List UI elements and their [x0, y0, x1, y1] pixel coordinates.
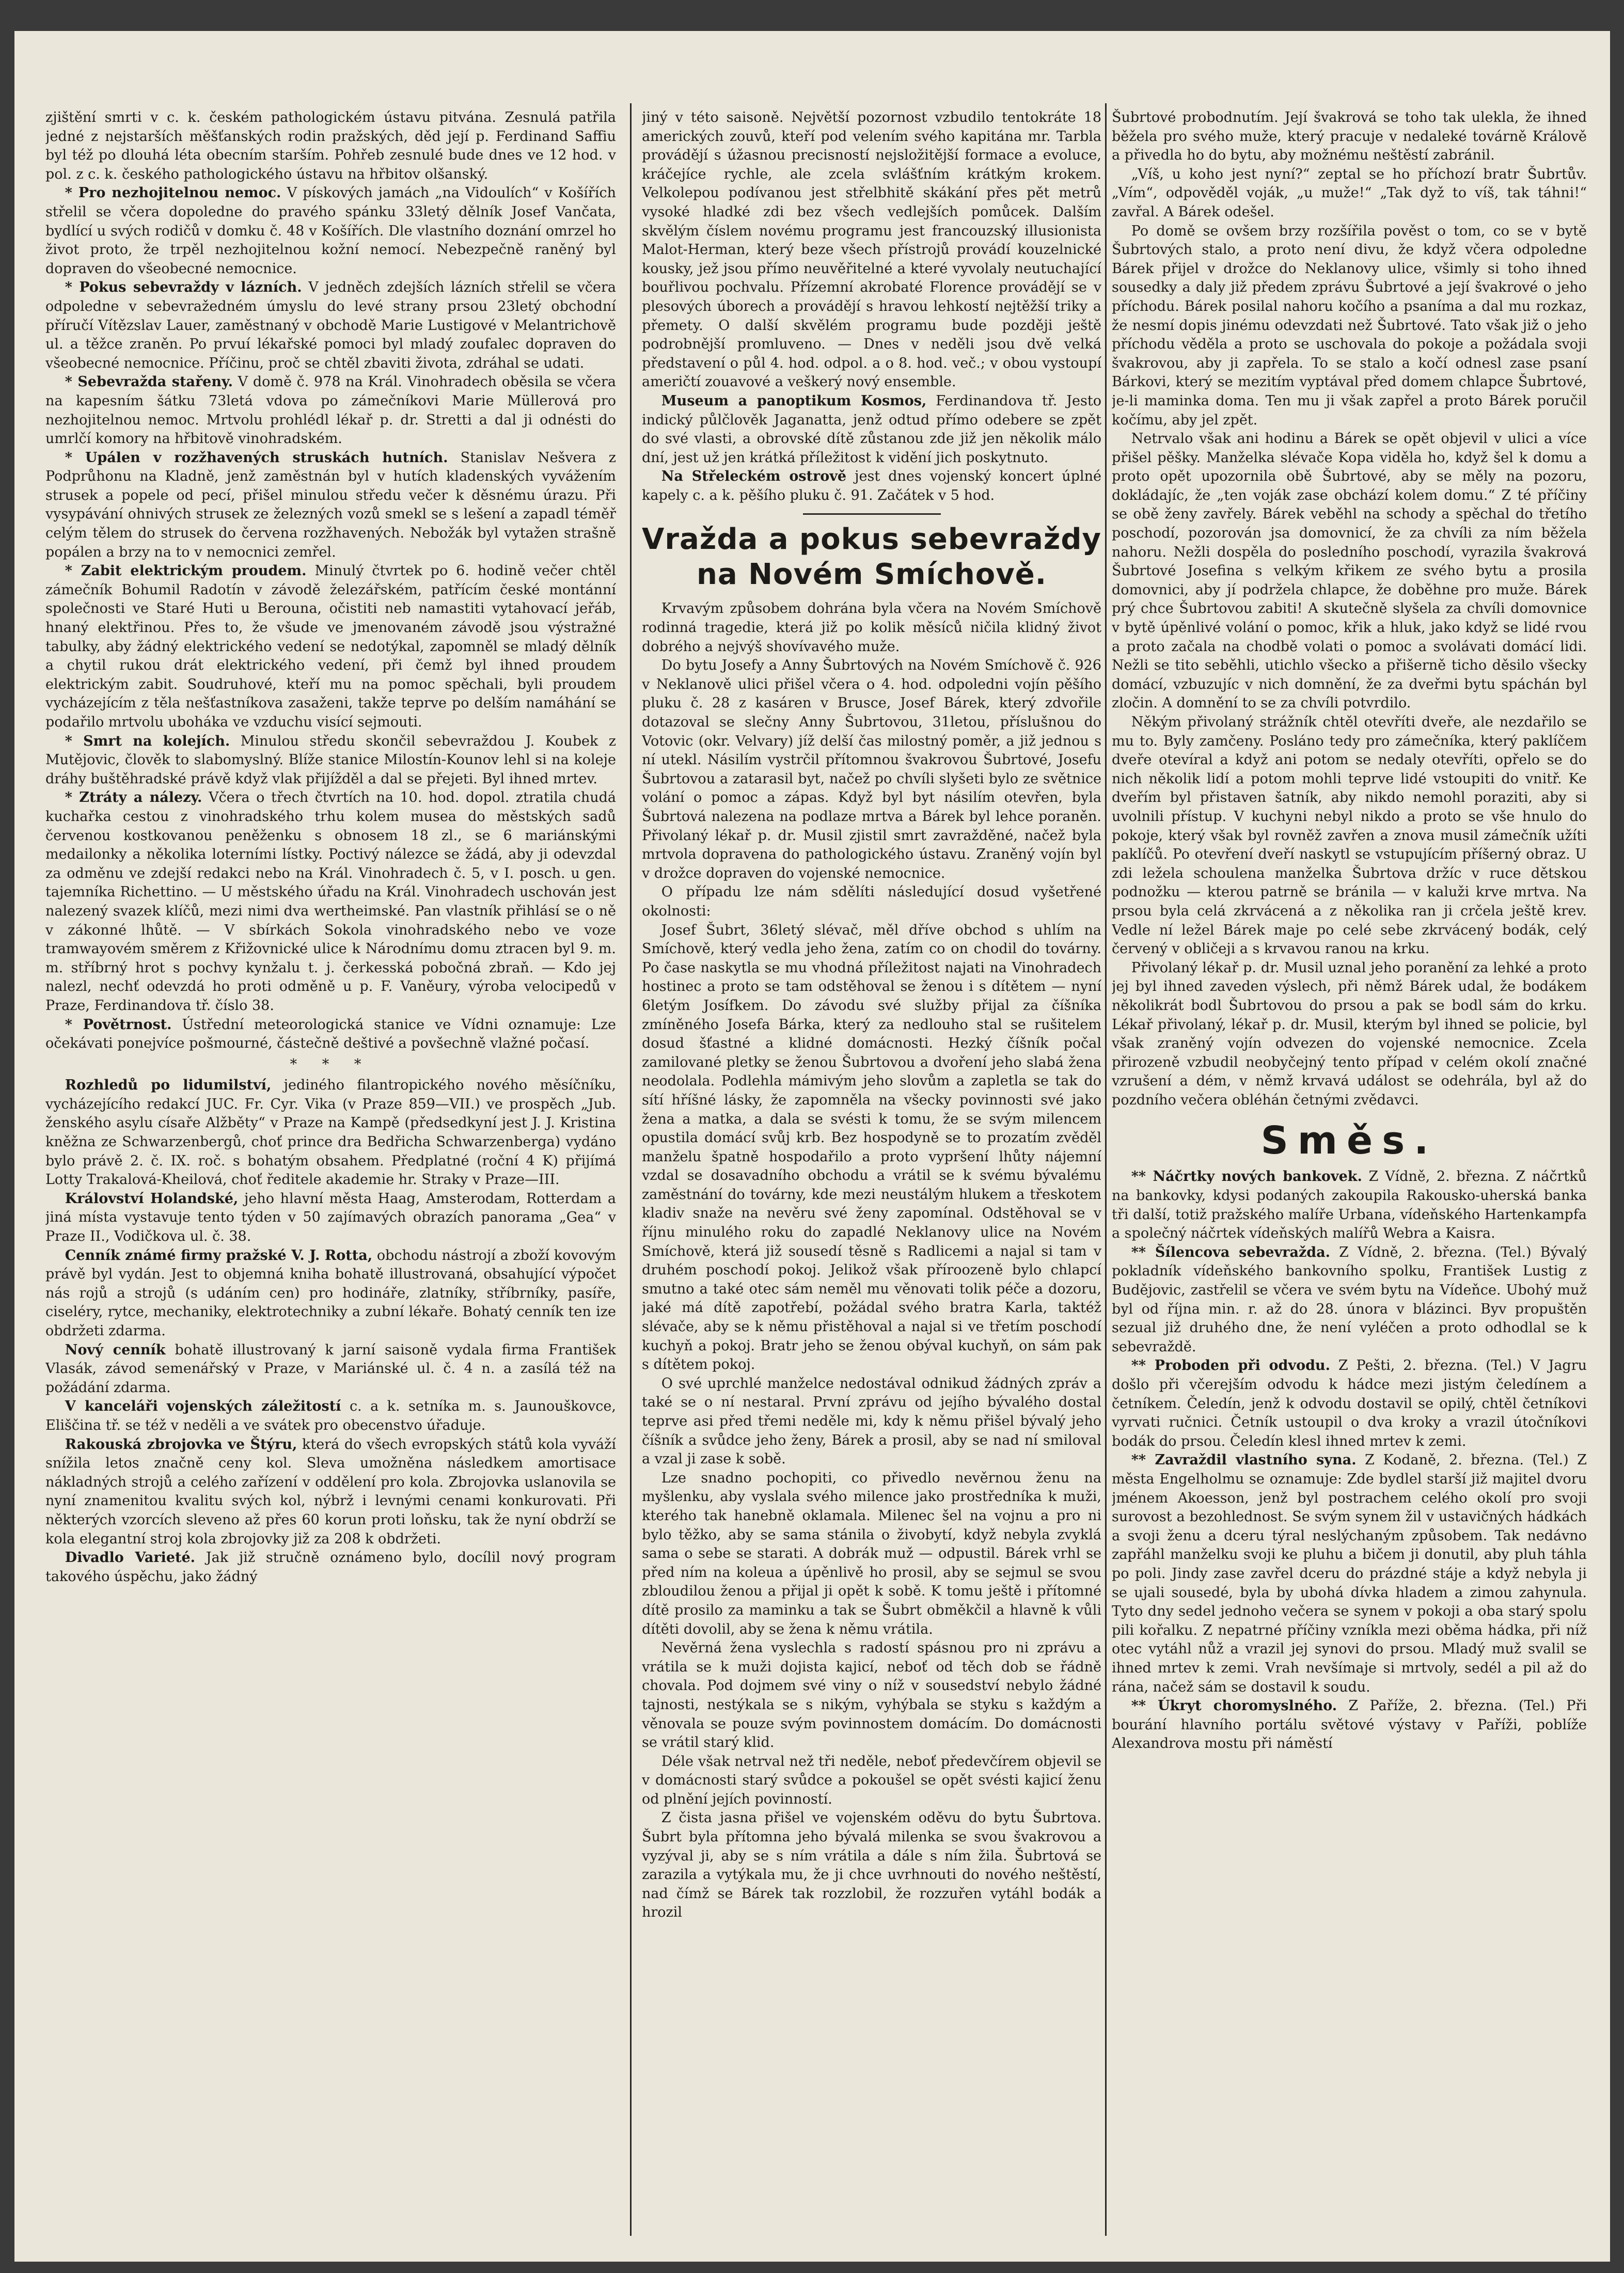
- news-item-heading: * Pro nezhojitelnou nemoc.: [65, 185, 281, 201]
- article-paragraph: Lze snadno pochopiti, co přivedlo nevěrnou ženu na myšlenku, aby vyslala svého milence jako prostředníka k muži, kterého tak hanebně oklamala. Milenec šel na vojnu a pro ni bylo těžko, aby se sama stánila o živobytí, když nebyla zvyklá sama o sebe se starati. A dobrák muž — odpustil. Bárek vrhl se před ním na koleua a úpěnlivě ho prosil, aby se sejmul se svou zbloudilou ženou a přijal ji opět k sobě. K tomu ještě i přítomné dítě prosilo za maminku a tak se Šubrt obměkčil a hlavně k vůli dítěti dovolil, aby se žena k němu vrátila.: [642, 1470, 1101, 1637]
- notice-item: Na Střeleckém ostrově jest dnes vojenský koncert úplné kapely c. a k. pěšího pluku č. 91. Začátek v 5 hod.: [642, 468, 1101, 503]
- news-item: ** Zavraždil vlastního syna. Z Kodaně, 2. března. (Tel.) Z města Engelholmu se oznamuje: Zde bydlel starší již majitel dvoru jménem Akoesson, jenž byl postrachem celého okolí pro svoji surovost a bezohlednost. Se svým synem žil v ustavičných hádkách a svoji ženu a dceru týral neslýchaným způsobem. Tak nedávno zapřáhl manželku svoji ke pluhu a bičem ji donutil, aby pluh táhla po poli. Jindy zase zavřel dceru do prázdné stáje a když nebyla ji se ujali sousedé, byla by ubohá dívka hladem a zimou zahynula. Tyto dny sedel jednoho večera se synem v pokoji a oba starý spolu pili kořalku. Z nepatrné příčiny vzníkla mezi oběma hádka, při níž otec vytáhl nůž a vrazil jej synovi do prsou. Mladý muž svalil se ihned mrtev k zemi. Vrah nevšímaje si mrtvoly, sedél a pil až do rána, načež sám se dostavil k soudu.: [1112, 1452, 1587, 1695]
- notice-heading: Divadlo Varieté.: [65, 1550, 196, 1566]
- notice-heading: Království Holandské,: [65, 1190, 239, 1207]
- news-item-heading: * Zabit elektrickým proudem.: [65, 563, 307, 579]
- column-left: [45, 108, 616, 2231]
- article-paragraph: Nevěrná žena vyslechla s radostí spásnou pro ni zprávu a vrátila se k muži dojista kajicí, neboť od těch dob se řádně chovala. Pod dojmem své viny o níž v sousedství nebylo žádné tajnosti, nestýkala se s nikým, vyhýbala se styku s každým a věnovala se pouze svým povinnostem domácím. Do domácnosti se vrátil starý klid.: [642, 1640, 1101, 1751]
- article-paragraph: O své uprchlé manželce nedostával odnikud žádných zpráv a také se o ní nestaral. První zprávu od jejího bývalého dostal teprve asi před třemi neděle mi, kdy k němu přišel bývalý jeho číšník a svůdce jeho ženy, Bárek a prosil, aby se nad ní smiloval a vzal ji zase k sobě.: [642, 1375, 1101, 1467]
- article-continuation: jiný v této saisoně. Největší pozornost vzbudilo tentokráte 18 amerických zouvů, kteří pod velením svého kapitána mr. Tarbla provádějí s úžasnou precisností nejsložitější formace a evoluce, kráčejíce rychle, ale zcela svlášťním krátkým krokem. Velkolepou podívanou jest střelbhitě skákání přes pět metrů vysoké hladké zdi bez všech vedlejších pomůcek. Dalším skvělým číslem novému programu jest francouzský illusionista Malot-Herman, který beze všech přístrojů provádí kouzelnické kousky, jež jsou přímo neuvěřitelné a které vyvolaly neutuchající bouřlivou pochvalu. Přízemní akrobaté Florence provádějí se v plesových úborech a provádějí s hravou lehkostí nejtěžší triky a přemety. O další skvělém programu bude později ještě podrobnější promluveno. — Dnes v neděli jsou dvě velká představení o půl 4. hod. odpol. a o 8. hod. več.; v obou vystoupí američtí zouavové a veškerý nový ensemble.: [642, 109, 1101, 390]
- divider-line: [803, 513, 941, 515]
- notice-heading: Na Střeleckém ostrově: [661, 468, 847, 485]
- news-item: ** Proboden při odvodu. Z Pešti, 2. března. (Tel.) V Jagru došlo při včerejším odvodu k hádce mezi jistým čeledínem a četníkem. Čeledín, jenž k odvodu dostavil se opilý, chtěl četníkovi vyrvati ručnici. Četník ustoupil o dva kroky a vrazil útočníkovi bodák do prsou. Čeledín klesl ihned mrtev k zemi.: [1112, 1358, 1587, 1449]
- news-item-heading: * Smrt na kolejích.: [65, 733, 230, 749]
- news-item: * Ztráty a nálezy. Včera o třech čtvrtích na 10. hod. dopol. ztratila chudá kuchařka cestou z vinohradského trhu kolem musea do městských sadů červenou kostkovanou peněženku s obnosem 18 zl., se 6 mariánskými medailonky a několika loterními lístky. Poctivý nálezce se žádá, aby ji odevzdal za odměnu ve zdejší redakci nebo na Král. Vinohradech č. 5, v I. posch. u gen. tajemníka Richettino. — U městského úřadu na Král. Vinohradech uschován jest nalezený svazek klíčů, mezi nimi dva wertheimské. Pan vlastník přihlásí se o ně v zákonné lhůtě. — V sbírkách Sokola vinohradského nebo ve voze tramwayovém směrem z Křižovnické ulice k Národnímu domu ztracen byl 9. m. m. stříbrný hrot s pochvy kynžalu t. j. čerkesská pobočná zbraň. — Kdo jej nalezl, nechť odevzdá ho proti odměně u p. F. Vaněury, výroba velocipedů v Praze, Ferdinandova tř. číslo 38.: [45, 790, 616, 1014]
- news-item: * Upálen v rozžhavených struskách hutních. Stanislav Nešvera z Podprůhonu na Kladně, jenž zaměstnán byl v hutích kladenských vyvážením strusek a popele od pecí, přišel minulou středu večer k děsnému úrazu. Při vysypávání ohnivých strusek ze železných vozů smekl se s lešení a zapadl téměř celým tělem do strusek do červena rozžhavených. Nebožák byl vytažen strašně popálen a brzy na to v nemocnici zemřel.: [45, 449, 616, 560]
- news-item-heading: ** Náčrtky nových bankovek.: [1131, 1169, 1362, 1185]
- notice-heading: Rakouská zbrojovka ve Štýru,: [65, 1436, 297, 1453]
- notice-item: Rakouská zbrojovka ve Štýru, která do všech evropských států kola vyváží snížila letos značně ceny kol. Sleva umožněna následkem amortisace nákladných strojů a celého zařízení v oddělení pro kola. Zbrojovka uslanovila se nyní znamenitou kvalitu svých kol, nýbrž i levnými cenami konkurovati. Při některých vzorcích sleveno až přes 60 korun proti loňsku, tak že nyní obdrží se kola elegantní stroj kola zbrojovky již za 208 k obdržeti.: [45, 1436, 616, 1547]
- news-item: * Smrt na kolejích. Minulou středu skončil sebevraždou J. Koubek z Mutějovic, člověk to slabomyslný. Blíže stanice Milostín-Kounov lehl si na koleje dráhy buštěhradské právě když vlak přijížděl a dal se přejeti. Byl ihned mrtev.: [45, 733, 616, 787]
- news-item-heading: ** Úkryt choromyslného.: [1131, 1698, 1337, 1714]
- notice-item: Divadlo Varieté. Jak již stručně oznámeno bylo, docílil nový program takového úspěchu, jako žádný: [45, 1550, 616, 1585]
- section-divider-stars: * * *: [290, 1056, 372, 1072]
- news-item: ** Úkryt choromyslného. Z Paříže, 2. března. (Tel.) Při bourání hlavního portálu světové výstavy v Paříži, poblíže Alexandrova mostu při náměstí: [1112, 1698, 1587, 1752]
- notice-item: Nový cenník bohatě illustrovaný k jarní saisoně vydala firma František Vlasák, závod semenářský v Praze, v Mariánské ul. č. 4 n. a zasílá též na požádání zdarma.: [45, 1341, 616, 1396]
- column-middle: [642, 108, 1101, 2231]
- notice-item: Rozhledů po lidumilství, jediného filantropického nového měsíčníku, vycházejícího redakcí JUC. Fr. Cyr. Vika (v Praze 859—VII.) ve prospěch „Jub. ženského asylu císaře Alžběty“ v Praze na Kampě (předsedkyní jest J. J. Kristina kněžna ze Schwarzenbergů, choť prince dra Bedřicha Schwarzenberga) vydáno bylo právě 2. č. IX. roč. s bohatým obsahem. Předplatné (roční 4 K) přijímá Lotty Trakalová-Kheilová, choť ředitele akademie hr. Straky v Praze—III.: [45, 1077, 616, 1188]
- section-heading-smes: Směs.: [1260, 1118, 1438, 1163]
- news-item-heading: ** Šílencova sebevražda.: [1131, 1244, 1331, 1260]
- news-item: * Zabit elektrickým proudem. Minulý čtvrtek po 6. hodině večer chtěl zámečník Bohumil Radotín v závodě železářském, patřícím české montánní společnosti ve Staré Huti u Berouna, očistiti neb namastiti vytahovací jeřáb, hnaný elektřinou. Přes to, že všude ve jmenovaném závodě jsou výstražné tabulky, aby žádný elektrického vedení se nedotýkal, zapomněl se mladý dělník a chytil rukou drát elektrického vedení, při čemž byl ihned proudem elektrickým zabit. Soudruhové, kteří mu na pomoc spěchali, byli proudem vycházejícím z těla nešťastníkova zasaženi, takže teprve po delším namáhání se podařilo mrtvolu uboháka ve vzduchu visící sejmouti.: [45, 563, 616, 730]
- article-paragraph: Někým přivolaný strážník chtěl otevříti dveře, ale nezdařilo se mu to. Byly zamčeny. Posláno tedy pro zámečníka, který paklíčem dveře otevíral a když ani potom se nedaly otevříti, opřelo se do nich několik lidí a potom mohli teprve lidé vstoupiti do vnitř. Ke dveřím byl přistaven šatník, aby nikdo nemohl poraziti, aby si uvolnili přístup. V kuchyni nebyl nikdo a proto se vše hnulo do pokoje, který však byl rovněž zavřen a znova musil zámečník užíti paklíčů. Po otevření dveří naskytl se vstupujícím příšerný obraz. U zdi ležela schoulena manželka Šubrtova držíc v ruce dětskou podnožku — kterou patrně se bránila — v kaluži krve mrtva. Na prsou byla celá zkrvácená a z několika ran ji crčela ještě krev. Vedle ní ležel Bárek maje po celé sebe zkrvácený bodák, celý červený v obličeji a s krvavou ranou na krku.: [1112, 714, 1587, 957]
- article-continuation: Šubrtové probodnutím. Její švakrová se toho tak ulekla, že ihned běžela pro svého muže, který pracuje v nedaleké továrně Králově a přivedla ho do bytu, aby možnému neštěstí zabránil.: [1112, 109, 1587, 164]
- news-item: ** Náčrtky nových bankovek. Z Vídně, 2. března. Z náčrtků na bankovky, kdysi podaných zakoupila Rakousko-uherská banka tři další, totiž pražského malíře Urbana, vídeňského Hartenkampfa a společný náčrtek vídeňských malířů Webra a Kaisra.: [1112, 1169, 1587, 1242]
- news-item: ** Šílencova sebevražda. Z Vídně, 2. března. (Tel.) Bývalý pokladník vídeňského bankovního spolku, František Lustig z Budějovic, zastřelil se včera ve svém bytu na Vídeňce. Ubohý muž byl od října min. r. až do 28. února v blázinci. Byv propuštěn sezual již druhého dne, že není vyléčen a proto odhodlal se k sebevraždě.: [1112, 1244, 1587, 1355]
- news-item-heading: * Povětrnost.: [65, 1016, 172, 1033]
- notice-item: Království Holandské, jeho hlavní města Haag, Amsterodam, Rotterdam a jiná místa vystavuje tento týden v 50 zajímavých obrazích panorama „Gea“ v Praze II., Vodičkova ul. č. 38.: [45, 1190, 616, 1245]
- notice-heading: Rozhledů po lidumilství,: [65, 1077, 272, 1094]
- article-paragraph: Krvavým způsobem dohrána byla včera na Novém Smíchově rodinná tragedie, která již po kolik měsíců ničila klidný život dobrého a nejvýš shovívavého muže.: [642, 601, 1101, 655]
- news-item-heading: * Ztráty a nálezy.: [65, 790, 202, 806]
- news-item-heading: ** Zavraždil vlastního syna.: [1131, 1452, 1357, 1469]
- notice-heading: Cenník známé firmy pražské V. J. Rotta,: [65, 1247, 373, 1264]
- article-paragraph: Déle však netrval než tři neděle, neboť předevčírem objevil se v domácnosti starý svůdce a pokoušel se opět svésti kajicí ženu od plnění jejích povinností.: [642, 1753, 1101, 1807]
- news-item-heading: * Upálen v rozžhavených struskách hutních.: [65, 449, 448, 466]
- news-item: * Pro nezhojitelnou nemoc. V pískových jamách „na Vidoulích“ v Košířích střelil se včera dopoledne do pravého spánku 33letý dělník Josef Vančata, bydlící u svých rodičů v domku č. 48 v Košířích. Dle vlastního doznání omrzel ho život proto, že trpěl nezhojitelnou kožní nemocí. Nebezpečně raněný byl dopraven do všeobecné nemocnice.: [45, 185, 616, 277]
- news-item: * Povětrnost. Ústřední meteorologická stanice ve Vídni oznamuje: Lze očekávati ponejvíce pošmourné, částečně deštivé a povšechně vlažné počasí.: [45, 1016, 616, 1052]
- news-item-heading: ** Proboden při odvodu.: [1131, 1358, 1331, 1374]
- notice-heading: V kanceláři vojenských záležitostí: [65, 1398, 341, 1415]
- article-paragraph: Z čista jasna přišel ve vojenském oděvu do bytu Šubrtova. Šubrt byla přítomna jeho bývalá milenka se svou švakrovou a vyzýval ji, aby se s ním vrátila a dále s ním žila. Šubrtová se zarazila a vytýkala mu, že ji chce uvrhnouti do nového neštěstí, nad čímž se Bárek tak rozzlobil, že rozzuřen vytáhl bodák a hrozil: [642, 1810, 1101, 1921]
- column-rule: [630, 103, 632, 2236]
- news-item: * Sebevražda stařeny. V domě č. 978 na Král. Vinohradech oběsila se včera na kapesním šátku 73letá vdova po zámečníkovi Marie Müllerová pro nezhojitelnou nemoc. Mrtvolu prohlédl lékař p. dr. Stretti a dal ji odnésti do umrlčí komory na hřbitově vinohradském.: [45, 374, 616, 447]
- column-rule: [1105, 103, 1107, 2236]
- article-paragraph: Josef Šubrt, 36letý slévač, měl dříve obchod s uhlím na Smíchově, který vedla jeho žena, zatím co on chodil do továrny. Po čase naskytla se mu vhodná příležitost najati na Vinohradech hostinec a proto se tam odstěhoval se ženou i s dítětem — nyní 6letým Josífkem. Do závodu své služby přijal za číšníka zmíněného Josefa Bárka, který za nedlouho stal se rušitelem dosud šťastné a klidné domácnosti. Hezký číšník počal zamilované pletky se ženou Šubrtovou a dvoření jeho slabá žena neodolala. Podlehla mámivým jeho slovům a zapletla se tak do sítí hříšné lásky, že zapomněla na všecky povinnosti své jako žena a matka, a dala se svésti k tomu, že se svým milencem opustila domácí svůj krb. Bez hospodyně se to prozatím zvěděl manželu špatně hospodařilo a proto vypršení lhůty nájemní vzdal se dosavadního obchodu a vrátil se k svému bývalému zaměstnání do továrny, kde mezi neustálým hlukem a třeskotem kladiv snaže na nevěru své ženy zapomínal. Odstěhoval se v říjnu minulého roku do zapadlé Neklanovy ulice na Novém Smíchově, která již sousedí těsně s Radlicemi a najal si tam v druhém poschodí pokoj. Jelikož však příroozeně bylo chlapcí smutno a také otec sám neměl mu věnovati tolik péče a dozoru, jaké má dítě zapotřebí, požádal svého bratra Karla, taktéž slévače, aby se k němu přistěhoval a najal si ve třetím poschodí kuchyň a pokoj. Bratr jeho se ženou obýval kuchyň, on sám pak s dítětem pokoj.: [642, 922, 1101, 1373]
- column-right: [1112, 108, 1587, 2231]
- article-headline: Vražda a pokus sebevraždy na Novém Smíchově.: [642, 523, 1101, 592]
- article-paragraph: Do bytu Josefy a Anny Šubrtových na Novém Smíchově č. 926 v Neklanově ulici přišel včera o 4. hod. odpoledni vojín pěšího pluku č. 28 z kasáren v Brusce, Josef Bárek, který zdvořile dotazoval se slečny Anny Šubrtovou, 31letou, příslušnou do Votovic (okr. Velvary) jíž delší čas milostný poměr, a již jednou s ní utekl. Násilím vystrčil přítomnou švakrovou Šubrtové, Josefu Šubrtovou a zatarasil byt, načež po chvíli slyšeti bylo ze světnice volání o pomoc a zápas. Když byl byt násilím otevřen, byla Šubrtová nalezena na podlaze mrtva a Bárek byl lehce poraněn. Přivolaný lékař p. dr. Musil zjistil smrt zavražděné, načež byla mrtvola dopravena do pathologického ústavu. Zraněný vojín byl v drožce dopraven do vojenské nemocnice.: [642, 657, 1101, 881]
- article-paragraph: Po domě se ovšem brzy rozšířila pověst o tom, co se v bytě Šubrtových stalo, a proto není divu, že když včera odpoledne Bárek přijel v drožce do Neklanovy ulice, všimly si toho ihned sousedky a daly již předem zprávu Šubrtové a její švakrové o jeho příchodu. Bárek posilal nahoru kočího a psaníma a dal mu rozkaz, že nesmí dopis jinému odevzdati než Šubrtové. Tato však již o jeho příchodu věděla a proto se uschovala do pokoje a požádala svoji švakrovou, aby ji zapřela. To se stalo a kočí odnesl zase psaní Bárkovi, který se mezitím vyptával před domem chlapce Šubrtové, je-li maminka doma. Ten mu ji však zapřel a proto Bárek poručil kočímu, aby jel zpět.: [1112, 223, 1587, 428]
- newspaper-page: [14, 31, 1610, 2262]
- article-paragraph: O případu lze nám sdělíti následující dosud vyšetřené okolnosti:: [642, 884, 1101, 919]
- notice-item: V kanceláři vojenských záležitostí c. a k. setníka m. s. Jaunouškovce, Eliščina tř. se též v neděli a ve svátek pro obecenstvo úřaduje.: [45, 1398, 616, 1433]
- news-item: * Pokus sebevraždy v lázních. V jedněch zdejších lázních střelil se včera odpoledne v sebevražedném úmyslu do levé strany prsou 23letý obchodní příručí Vítězslav Lauer, zaměstnaný v obchodě Marie Lustigové v Melantrichově ul. a těžce zraněn. Po prvuí lékařské pomoci byl mladý zoufalec dopraven do všeobecné nemocnice. Příčinu, proč se chtěl zbaviti života, zdráhal se udati.: [45, 279, 616, 371]
- article-paragraph: Netrvalo však ani hodinu a Bárek se opět objevil v ulici a více přišel pěšky. Manželka slévače Kopa viděla ho, když šel k domu a proto opět upozornila obě Šubrtové, aby se měly na pozoru, dokládajíc, že „ten voják zase obchází kolem domu.“ Z té příčiny se obě ženy zavřely. Bárek veběhl na schody a spěchal do třetího poschodí, pozorován jsa domovnicí, že za chvíli za ním běžela nahoru. Nežli dospěla do posledního poschodí, vyrazila švakrová Šubrtové Josefina s velkým křikem ze svého bytu a prosila domovnici, aby jí podržela chlapce, že doběhne pro muže. Bárek prý chce Šubrtovou zabiti! A skutečně slyšela za chvíli domovnice v bytě úpěnlivé volání o pomoc, křik a hluk, jako když se lidé rvou a proto začala na chodbě volati o pomoc a svolávati domácí lidi. Nežli se tito seběhli, utichlo všecko a přišerně ticho děsilo všecky domácí, vzbuzujíc v nich domnění, že za dveřmi bytu spáchán byl zločin. A domnění to se za chvíli potvrdilo.: [1112, 431, 1587, 712]
- news-item-heading: * Pokus sebevraždy v lázních.: [65, 279, 302, 296]
- notice-item: Cenník známé firmy pražské V. J. Rotta, obchodu nástrojí a zboží kovovým právě byl vydán. Jest to objemná kniha bohatě illustrovaná, obsahující výpočet nás rojů a strojů (s udáním cen) pro hodináře, zlatníky, stříbrníky, pasíře, ciseléry, rytce, mechaniky, elektrotechniky a zubní lékaře. Bohatý cenník ten ize obdržeti zdarma.: [45, 1247, 616, 1339]
- notice-item: Museum a panoptikum Kosmos, Ferdinandova tř. Jesto indický půlčlověk Jaganatta, jenž odtud přímo odebere se zpět do své vlasti, a obrovské dítě zůstanou zde již jen několik málo dní, jest už jen krátká příležitost k vidění jich poskytnuto.: [642, 392, 1101, 466]
- article-paragraph: „Víš, u koho jest nyní?“ zeptal se ho příchozí bratr Šubrtův. „Vím“, odpověděl voják, „u muže!“ „Tak dyž to víš, tak táhni!“ zavřal. A Bárek odešel.: [1112, 166, 1587, 220]
- article-paragraph: Přivolaný lékař p. dr. Musil uznal jeho poranění za lehké a proto jej byl ihned zaveden výslech, při němž Bárek udal, že bodákem několikrát bodl Šubrtovou do prsou a pak se bodl sám do krku. Lékař přivolaný, lékař p. dr. Musil, kterým byl ihned se policie, byl však zraněný vojín odvezen do vojenské nemocnice. Zcela přirozeně vzbudil neobyčejný tento případ v celém okolí značné vzrušení a dém, v němž krvavá událost se odehrála, byl až do pozdního večera obléhán četnými zvědavci.: [1112, 959, 1587, 1108]
- article-continuation: zjištění smrti v c. k. českém pathologickém ústavu pitvána. Zesnulá patřila jedné z nejstarších měšťanských rodin pražských, děd její p. Ferdinand Saffiu byl též po dlouhá léta obecním starším. Pohřeb zesnulé bude dnes ve 12 hod. v pol. z c. k. českého pathologického ústavu na hřbitov olšanský.: [45, 109, 616, 182]
- notice-heading: Museum a panoptikum Kosmos,: [661, 392, 927, 409]
- news-item-heading: * Sebevražda stařeny.: [65, 374, 233, 390]
- notice-heading: Nový cenník: [65, 1341, 166, 1358]
